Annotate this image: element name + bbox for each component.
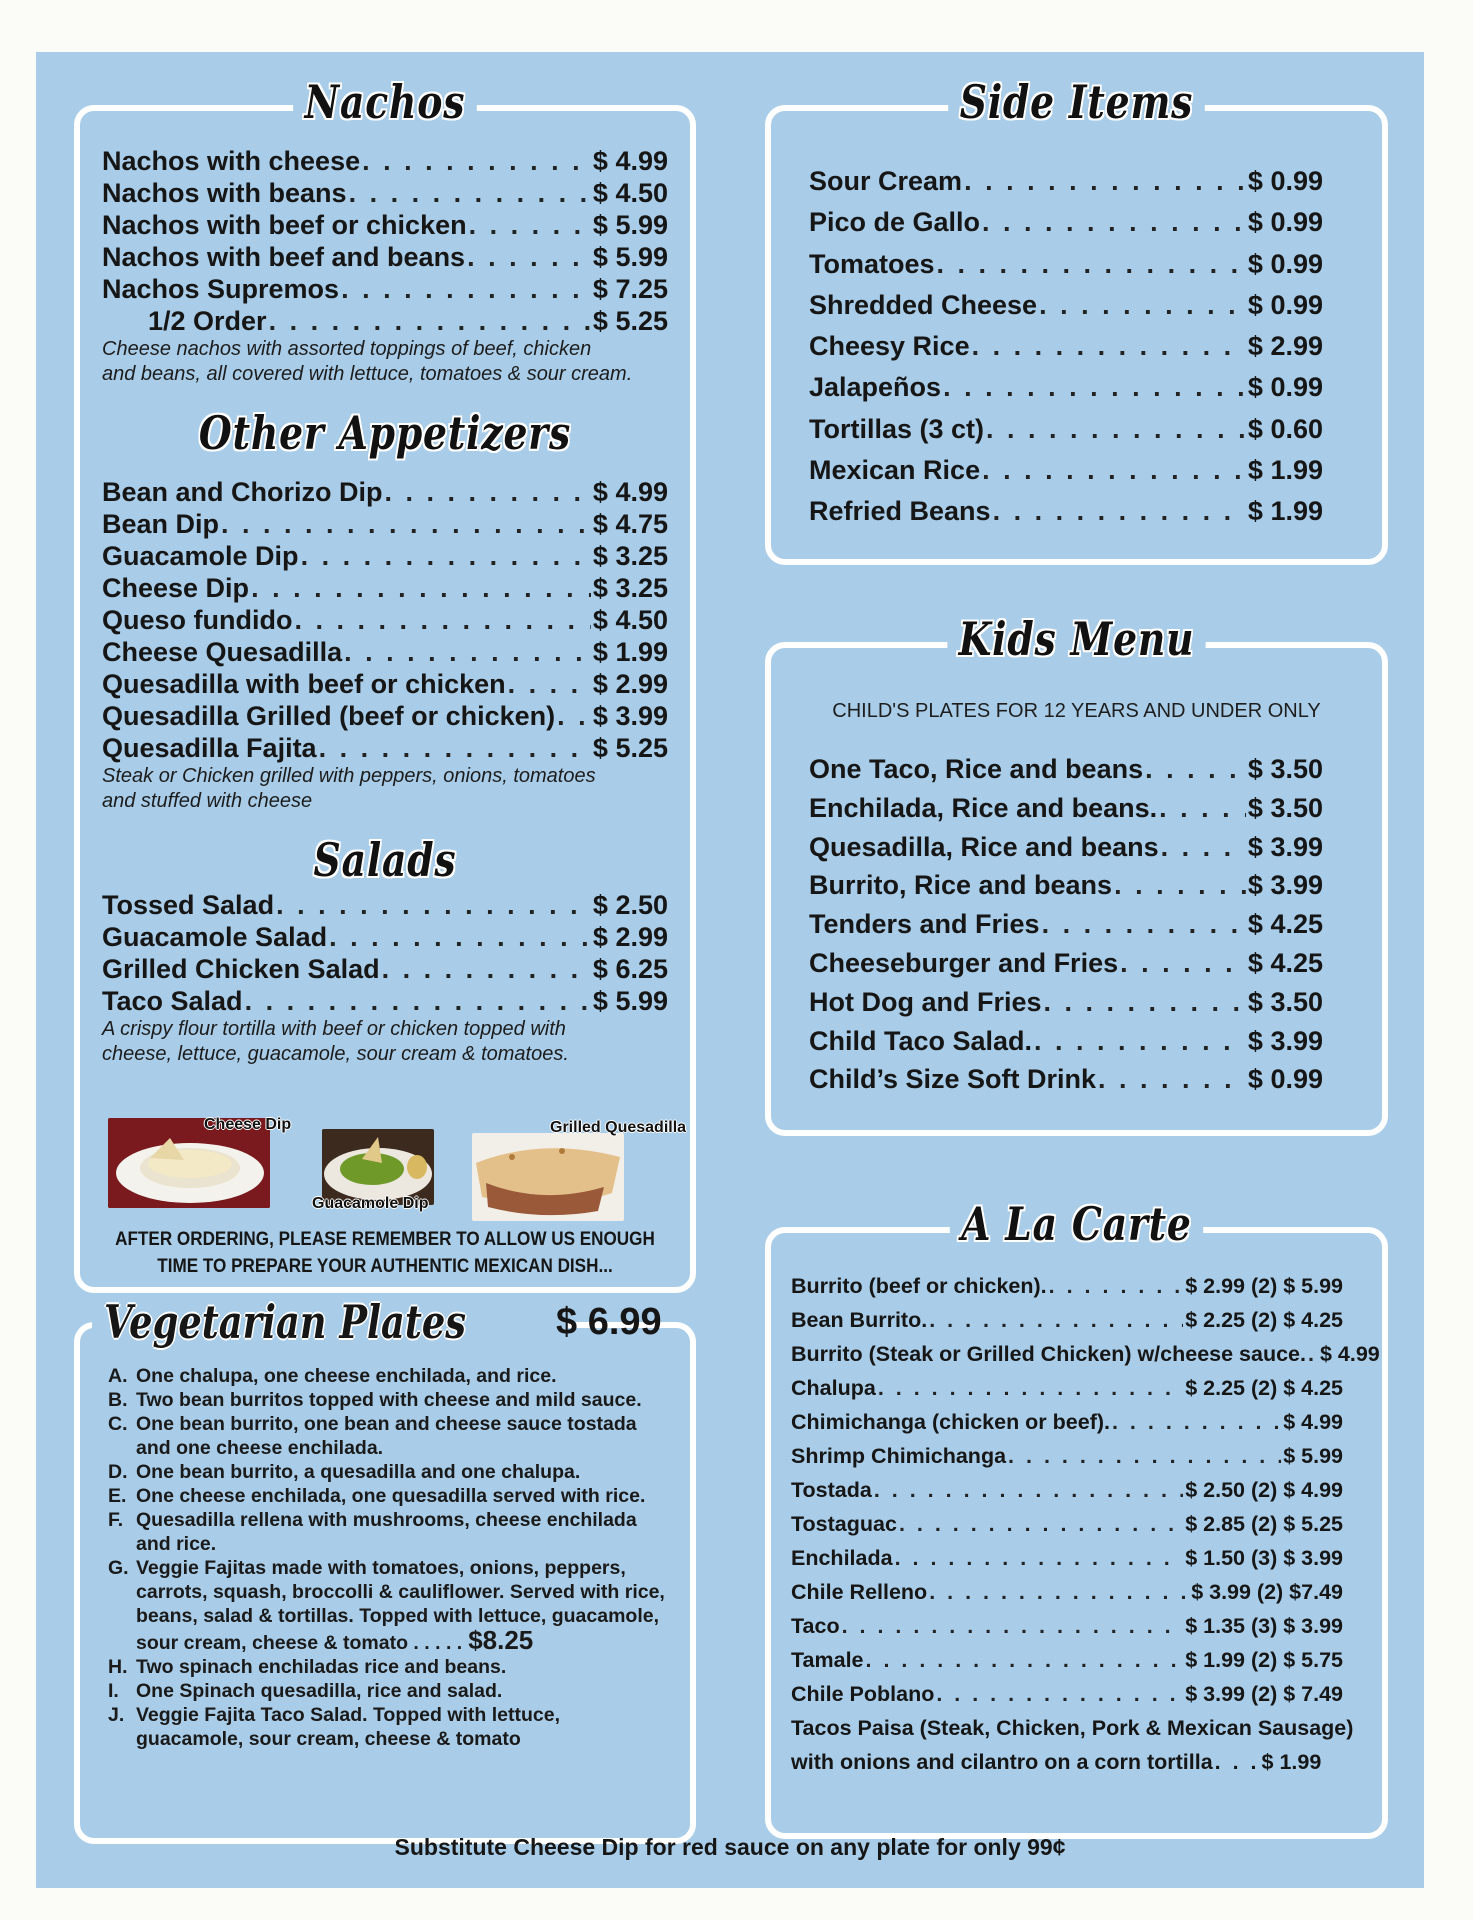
kids-item: One Taco, Rice and beans . . . $ 3.50 (809, 750, 1323, 789)
a-la-carte-item: Tostaguac . . . $ 2.85 (2) $ 5.25 (791, 1507, 1343, 1541)
appetizer-item: Bean Dip . . . $ 4.75 (102, 508, 668, 540)
grilled-quesadilla-caption: Grilled Quesadilla (550, 1119, 687, 1136)
grilled-quesadilla-image (472, 1133, 624, 1221)
a-la-carte-item: Chile Relleno . . . $ 3.99 (2) $7.49 (791, 1575, 1343, 1609)
side-item: Mexican Rice . . . $ 1.99 (809, 450, 1323, 491)
vegetarian-item: H. Two spinach enchiladas rice and beans. (108, 1656, 507, 1678)
vegetarian-item: C. One bean burrito, one bean and cheese sauce tostada and one cheese enchilada. (108, 1413, 637, 1459)
kids-item: Child Taco Salad. . . . $ 3.99 (809, 1022, 1323, 1061)
ordering-notice: AFTER ORDERING, PLEASE REMEMBER TO ALLOW US ENOUGH TIME TO PREPARE YOUR AUTHENTIC MEXICAN DISH... (115, 1229, 655, 1277)
kids-item: Child’s Size Soft Drink . . . $ 0.99 (809, 1060, 1323, 1099)
vegetarian-item: B. Two bean burritos topped with cheese and mild sauce. (108, 1389, 642, 1411)
vegetarian-item: D. One bean burrito, a quesadilla and one chalupa. (108, 1461, 581, 1483)
vegetarian-panel (74, 1295, 696, 1844)
side-items-heading: Side Items (826, 79, 1327, 125)
a-la-carte-panel (765, 1197, 1388, 1839)
nachos-item: Nachos with cheese . . . $ 4.99 (102, 145, 668, 177)
appetizer-item: Guacamole Dip . . . $ 3.25 (102, 540, 668, 572)
footer-note: Substitute Cheese Dip for red sauce on any plate for only 99¢ (394, 1834, 1066, 1860)
salad-item: Guacamole Salad . . . $ 2.99 (102, 921, 668, 953)
side-item: Jalapeños . . . $ 0.99 (809, 367, 1323, 408)
veggie-fajitas-price: $8.25 (468, 1625, 534, 1655)
appetizer-item: Quesadilla Grilled (beef or chicken) . . . $ 3.99 (102, 700, 668, 732)
a-la-carte-item: Burrito (beef or chicken). . . . $ 2.99 (2) $ 5.99 (791, 1269, 1343, 1303)
kids-menu-list (809, 750, 1323, 1099)
appetizer-item: Cheese Dip . . . $ 3.25 (102, 572, 668, 604)
guacamole-dip-image (322, 1129, 434, 1205)
appetizer-item: Bean and Chorizo Dip . . . $ 4.99 (102, 476, 668, 508)
left-top-panel (74, 75, 696, 1293)
cheese-dip-caption: Cheese Dip (204, 1116, 292, 1133)
appetizers-description: Steak or Chicken grilled with peppers, onions, tomatoes (102, 765, 596, 787)
kids-item: Tenders and Fries . . . $ 4.25 (809, 905, 1323, 944)
vegetarian-item: A. One chalupa, one cheese enchilada, and rice. (108, 1365, 557, 1387)
salads-description: A crispy flour tortilla with beef or chicken topped with (102, 1018, 566, 1040)
salad-item: Grilled Chicken Salad . . . $ 6.25 (102, 953, 668, 985)
kids-item: Hot Dog and Fries . . . $ 3.50 (809, 983, 1323, 1022)
appetizer-item: Queso fundido . . . $ 4.50 (102, 604, 668, 636)
kids-menu-heading: Kids Menu (826, 616, 1327, 662)
nachos-item: Nachos Supremos . . . $ 7.25 (102, 273, 668, 305)
nachos-description: Cheese nachos with assorted toppings of beef, chicken (102, 338, 592, 360)
kids-item: Cheeseburger and Fries . . . $ 4.25 (809, 944, 1323, 983)
a-la-carte-list (791, 1269, 1380, 1779)
nachos-item: Nachos with beef and beans . . . $ 5.99 (102, 241, 668, 273)
kids-item: Quesadilla, Rice and beans . . . $ 3.99 (809, 828, 1323, 867)
nachos-item: Nachos with beef or chicken . . . $ 5.99 (102, 209, 668, 241)
side-item: Shredded Cheese . . . $ 0.99 (809, 285, 1323, 326)
appetizers-list (102, 476, 668, 814)
vegetarian-item: J. Veggie Fajita Taco Salad. Topped with lettuce, guacamole, sour cream, cheese & tomato (108, 1704, 561, 1750)
vegetarian-item: F. Quesadilla rellena with mushrooms, cheese enchilada and rice. (108, 1509, 637, 1555)
side-items-list (809, 161, 1323, 533)
vegetarian-item: I. One Spinach quesadilla, rice and salad. (108, 1680, 503, 1702)
grilled-quesadilla-photo (472, 1133, 624, 1221)
salads-heading: Salads (135, 837, 635, 883)
vegetarian-heading: Vegetarian Plates $ 6.99 (92, 1295, 568, 1349)
vegetarian-price: $ 6.99 (556, 1301, 662, 1343)
side-item: Cheesy Rice . . . $ 2.99 (809, 326, 1323, 367)
nachos-list (102, 145, 668, 387)
menu-sheet (36, 52, 1424, 1888)
nachos-item: Nachos with beans . . . $ 4.50 (102, 177, 668, 209)
a-la-carte-item: Chile Poblano . . . $ 3.99 (2) $ 7.49 (791, 1677, 1343, 1711)
salads-description: cheese, lettuce, guacamole, sour cream & tomatoes. (102, 1043, 569, 1065)
appetizers-description: and stuffed with cheese (102, 790, 313, 812)
tacos-paisa-line: with onions and cilantro on a corn tortilla . . . $ 1.99 (791, 1750, 1322, 1774)
a-la-carte-item: Burrito (Steak or Grilled Chicken) w/cheese sauce. . . . $ 4.99 (791, 1337, 1343, 1371)
vegetarian-item: E. One cheese enchilada, one quesadilla served with rice. (108, 1485, 646, 1507)
side-item: Pico de Gallo . . . $ 0.99 (809, 202, 1323, 243)
a-la-carte-item: Chimichanga (chicken or beef). . . . $ 4.99 (791, 1405, 1343, 1439)
guacamole-dip-photo (322, 1129, 434, 1205)
side-items-panel (765, 75, 1388, 565)
a-la-carte-item: Taco . . . $ 1.35 (3) $ 3.99 (791, 1609, 1343, 1643)
kids-item: Enchilada, Rice and beans. . . . $ 3.50 (809, 789, 1323, 828)
kids-item: Burrito, Rice and beans . . . $ 3.99 (809, 866, 1323, 905)
appetizer-item: Quesadilla with beef or chicken . . . $ 2.99 (102, 668, 668, 700)
a-la-carte-item: Chalupa . . . $ 2.25 (2) $ 4.25 (791, 1371, 1343, 1405)
a-la-carte-item: Shrimp Chimichanga . . . $ 5.99 (791, 1439, 1343, 1473)
a-la-carte-item: Bean Burrito. . . . $ 2.25 (2) $ 4.25 (791, 1303, 1343, 1337)
side-item: Sour Cream . . . $ 0.99 (809, 161, 1323, 202)
kids-menu-subtitle: CHILD'S PLATES FOR 12 YEARS AND UNDER ONLY (832, 700, 1321, 722)
side-item: Tomatoes . . . $ 0.99 (809, 244, 1323, 285)
vegetarian-list (108, 1364, 672, 1751)
appetizers-heading: Other Appetizers (135, 410, 635, 456)
a-la-carte-heading: A La Carte (826, 1201, 1327, 1247)
appetizer-item: Cheese Quesadilla . . . $ 1.99 (102, 636, 668, 668)
a-la-carte-item: Tamale . . . $ 1.99 (2) $ 5.75 (791, 1643, 1343, 1677)
a-la-carte-item: Tostada . . . $ 2.50 (2) $ 4.99 (791, 1473, 1343, 1507)
a-la-carte-item: Enchilada . . . $ 1.50 (3) $ 3.99 (791, 1541, 1343, 1575)
nachos-item: 1/2 Order . . . $ 5.25 (102, 305, 668, 337)
guacamole-dip-caption: Guacamole Dip (312, 1195, 429, 1212)
nachos-heading: Nachos (135, 79, 635, 125)
side-item: Refried Beans . . . $ 1.99 (809, 491, 1323, 532)
side-item: Tortillas (3 ct) . . . $ 0.60 (809, 409, 1323, 450)
appetizer-item: Quesadilla Fajita . . . $ 5.25 (102, 732, 668, 764)
salad-item: Taco Salad . . . $ 5.99 (102, 985, 668, 1017)
salads-list (102, 889, 668, 1067)
tacos-paisa-line: Tacos Paisa (Steak, Chicken, Pork & Mexican Sausage) (791, 1716, 1354, 1740)
salad-item: Tossed Salad . . . $ 2.50 (102, 889, 668, 921)
vegetarian-item: G. Veggie Fajitas made with tomatoes, onions, peppers, carrots, squash, broccolli & cauliflower. Served with rice, beans, salad & tortillas. Topped with lettuce, guacamole, sour cream, cheese & tomato . . . . . $8.25 (108, 1557, 665, 1655)
nachos-description: and beans, all covered with lettuce, tomatoes & sour cream. (102, 363, 633, 385)
kids-menu-panel (765, 612, 1388, 1136)
